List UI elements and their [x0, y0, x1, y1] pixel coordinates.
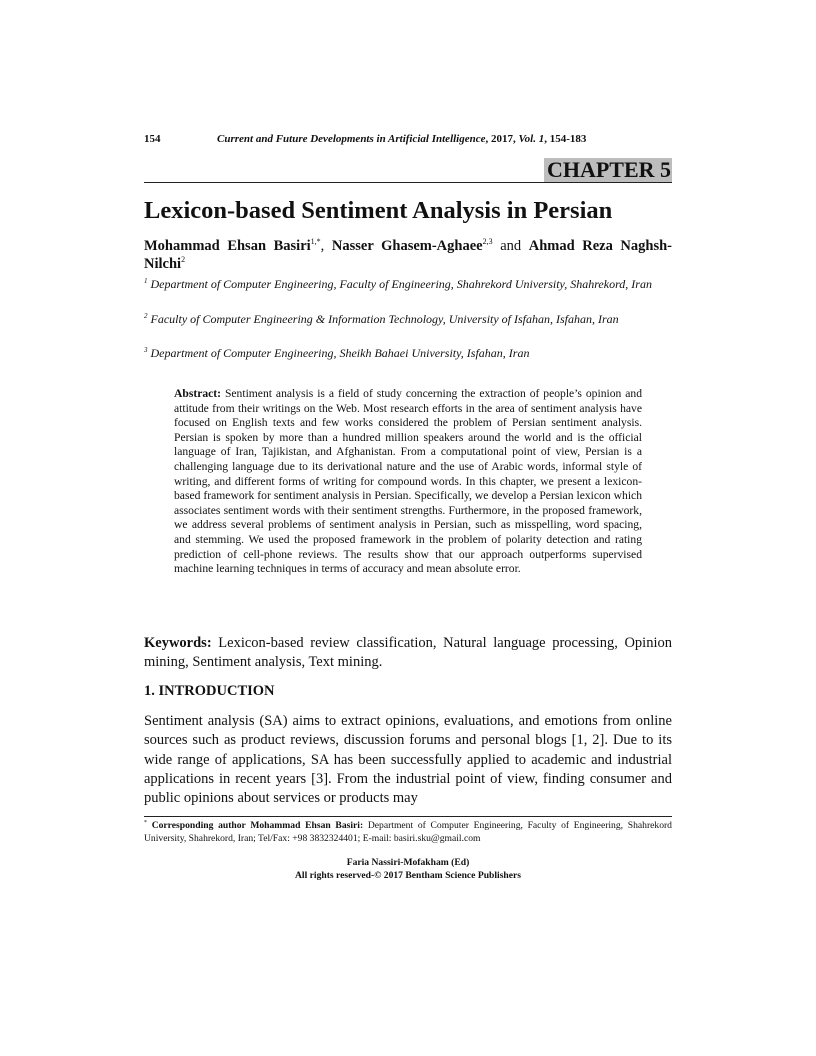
- keywords-label: Keywords:: [144, 635, 212, 651]
- header-rule: [144, 182, 672, 183]
- keywords: [144, 634, 672, 672]
- author-list: [144, 237, 672, 273]
- abstract-text: Sentiment analysis is a field of study concerning the extraction of people’s opinion and attitude from their writings on the Web. Most research efforts in the area of sentiment analysis have focused on English texts and few works considered the problem of Persian sentiment analysis. Persian is spoken by more than a hundred million speakers around the world and is the official language of Iran, Tajikistan, and Afghanistan. From a computational point of view, Persian is a challenging language due to its derivational nature and the use of Arabic words, informal style of writing, and different forms of writing for compound words. In this chapter, we present a lexicon-based framework for sentiment analysis in Persian. Specifically, we develop a Persian lexicon which associates sentiment words with their sentiment strengths. Furthermore, in the proposed framework, we address several problems of sentiment analysis in Persian, such as misspelling, word spacing, and stemming. We used the proposed framework in the problem of polarity detection and rating prediction of cell-phone reviews. The results show that our approach outperforms supervised machine learning techniques in terms of accuracy and mean absolute error.: [174, 387, 642, 576]
- footnote-text: Department of Computer Engineering, Faculty of Engineering, Shahrekord University, Shahrekord, Iran; Tel/Fax: +98 3832324401; E-mail: basiri.sku@gmail.com: [144, 820, 672, 844]
- journal-volume: Vol. 1: [518, 133, 545, 145]
- journal-year: , 2017,: [485, 133, 519, 145]
- author-name: Ahmad Reza Naghsh-Nilchi: [144, 238, 672, 272]
- affiliation-text: Department of Computer Engineering, Sheikh Bahaei University, Isfahan, Iran: [147, 346, 530, 360]
- footnote-rule: [144, 816, 672, 817]
- footnote-mark: *: [144, 820, 147, 826]
- affiliation: [144, 346, 672, 361]
- paper-title: Lexicon-based Sentiment Analysis in Persian: [144, 197, 613, 224]
- author-separator: and: [492, 238, 529, 254]
- chapter-label: CHAPTER 5: [544, 158, 672, 182]
- section-heading: 1. INTRODUCTION: [144, 683, 275, 699]
- affiliation-mark: 2: [144, 312, 148, 320]
- footnote-label: Corresponding author Mohammad Ehsan Basiri:: [147, 820, 364, 831]
- author-name: Nasser Ghasem-Aghaee: [331, 238, 483, 254]
- keywords-text: Lexicon-based review classification, Natural language processing, Opinion mining, Sentiment analysis, Text mining.: [144, 635, 672, 670]
- author-name: Mohammad Ehsan Basiri: [144, 238, 311, 254]
- abstract-label: Abstract:: [174, 387, 222, 400]
- affiliation-text: Faculty of Computer Engineering & Information Technology, University of Isfahan, Isfahan, Iran: [147, 312, 619, 326]
- editor-line: Faria Nassiri-Mofakham (Ed): [346, 857, 470, 868]
- footnote: [144, 820, 672, 845]
- affiliation: [144, 277, 672, 292]
- introduction-paragraph: Sentiment analysis (SA) aims to extract opinions, evaluations, and emotions from online sources such as product reviews, discussion forums and personal blogs [1, 2]. Due to its wide range of applications, SA has been successfully applied to academic and industrial applications in recent years [3]. From the industrial point of view, finding consumer and public opinions about services or products may: [144, 713, 672, 807]
- author-separator: ,: [320, 238, 332, 254]
- journal-citation: [217, 133, 586, 145]
- affiliation-mark: 3: [144, 346, 148, 354]
- affiliation-mark: 1: [144, 277, 148, 285]
- publisher-info: [144, 857, 672, 882]
- journal-title: Current and Future Developments in Artificial Intelligence: [217, 133, 486, 145]
- journal-pages: , 154-183: [544, 133, 587, 145]
- author-affiliation-mark: 2: [181, 255, 186, 264]
- affiliation: [144, 312, 672, 327]
- rights-line: All rights reserved-© 2017 Bentham Science Publishers: [294, 869, 522, 881]
- abstract: [174, 387, 642, 577]
- page-number: 154: [144, 133, 161, 145]
- affiliation-text: Department of Computer Engineering, Faculty of Engineering, Shahrekord University, Shahrekord, Iran: [147, 277, 652, 291]
- author-affiliation-mark: 2,3: [482, 237, 493, 246]
- author-affiliation-mark: 1,*: [310, 237, 321, 246]
